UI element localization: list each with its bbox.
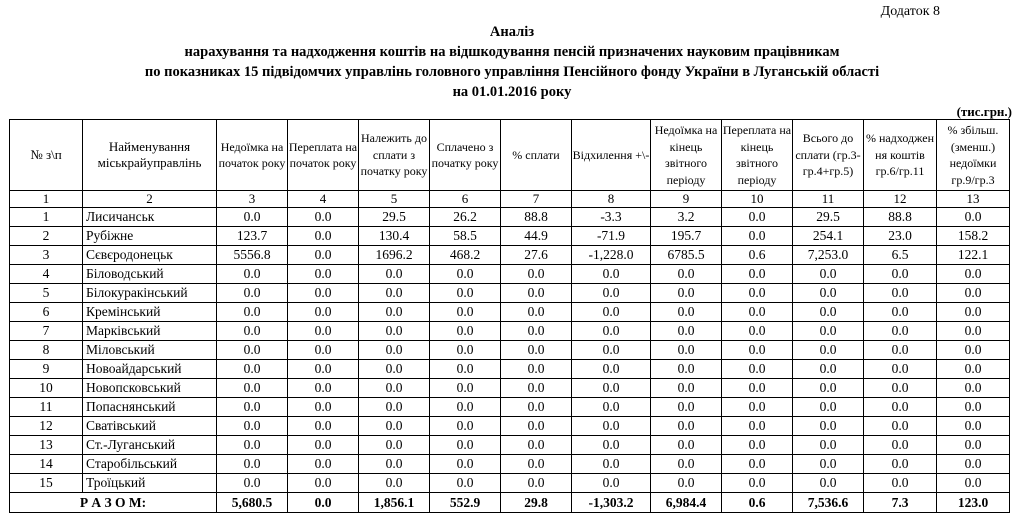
table-cell: 0.0 bbox=[572, 379, 651, 398]
total-cell: 0.0 bbox=[288, 493, 359, 513]
header-cell: % надходжен ня коштів гр.6/гр.11 bbox=[864, 120, 937, 191]
total-cell: 5,680.5 bbox=[217, 493, 288, 513]
table-cell: 0.0 bbox=[359, 341, 430, 360]
table-cell: 0.0 bbox=[430, 436, 501, 455]
header-cell: Переплата на кінець звітного періоду bbox=[722, 120, 793, 191]
column-number: 1 bbox=[10, 191, 83, 208]
header-cell: Сплачено з початку року bbox=[430, 120, 501, 191]
table-cell: 0.0 bbox=[288, 379, 359, 398]
table-cell: 6.5 bbox=[864, 246, 937, 265]
column-number: 13 bbox=[937, 191, 1010, 208]
table-cell: 0.0 bbox=[864, 398, 937, 417]
table-cell: 122.1 bbox=[937, 246, 1010, 265]
table-cell: 0.0 bbox=[651, 341, 722, 360]
row-number: 6 bbox=[10, 303, 83, 322]
header-cell: Недоїмка на кінець звітного періоду bbox=[651, 120, 722, 191]
table-cell: 0.0 bbox=[793, 455, 864, 474]
table-cell: 0.0 bbox=[937, 322, 1010, 341]
table-cell: 0.0 bbox=[288, 398, 359, 417]
row-number: 3 bbox=[10, 246, 83, 265]
table-cell: 0.0 bbox=[288, 303, 359, 322]
row-number: 1 bbox=[10, 208, 83, 227]
table-cell: 130.4 bbox=[359, 227, 430, 246]
table-cell: 0.0 bbox=[430, 284, 501, 303]
table-cell: 0.0 bbox=[572, 284, 651, 303]
table-cell: 0.0 bbox=[937, 455, 1010, 474]
table-cell: 0.0 bbox=[722, 360, 793, 379]
table-cell: 0.0 bbox=[359, 436, 430, 455]
table-cell: 0.0 bbox=[430, 398, 501, 417]
table-cell: 195.7 bbox=[651, 227, 722, 246]
office-name: Сватівський bbox=[83, 417, 217, 436]
table-cell: 0.0 bbox=[501, 360, 572, 379]
table-cell: 0.0 bbox=[288, 455, 359, 474]
table-cell: 27.6 bbox=[501, 246, 572, 265]
table-cell: 0.0 bbox=[501, 455, 572, 474]
table-cell: 0.0 bbox=[501, 284, 572, 303]
table-cell: 0.0 bbox=[793, 265, 864, 284]
table-cell: 0.0 bbox=[864, 436, 937, 455]
table-cell: 0.0 bbox=[572, 265, 651, 284]
total-cell: 552.9 bbox=[430, 493, 501, 513]
table-cell: 0.0 bbox=[937, 360, 1010, 379]
table-cell: 468.2 bbox=[430, 246, 501, 265]
table-cell: 0.0 bbox=[864, 474, 937, 493]
table-cell: 0.0 bbox=[793, 322, 864, 341]
table-cell: -1,228.0 bbox=[572, 246, 651, 265]
table-cell: 88.8 bbox=[501, 208, 572, 227]
table-row bbox=[10, 227, 1010, 246]
header-cell: Переплата на початок року bbox=[288, 120, 359, 191]
table-cell: 0.0 bbox=[217, 303, 288, 322]
table-cell: 7,253.0 bbox=[793, 246, 864, 265]
row-number: 13 bbox=[10, 436, 83, 455]
table-cell: 0.0 bbox=[501, 322, 572, 341]
office-name: Лисичанськ bbox=[83, 208, 217, 227]
total-cell: -1,303.2 bbox=[572, 493, 651, 513]
table-cell: 0.0 bbox=[430, 341, 501, 360]
table-cell: 1696.2 bbox=[359, 246, 430, 265]
table-cell: 0.0 bbox=[217, 265, 288, 284]
table-cell: 0.0 bbox=[864, 303, 937, 322]
office-name: Старобільський bbox=[83, 455, 217, 474]
table-cell: 0.0 bbox=[572, 417, 651, 436]
table-cell: 0.0 bbox=[937, 303, 1010, 322]
table-cell: 0.0 bbox=[864, 455, 937, 474]
table-row bbox=[10, 474, 1010, 493]
table-cell: 0.0 bbox=[430, 360, 501, 379]
table-row bbox=[10, 398, 1010, 417]
table-cell: 29.5 bbox=[793, 208, 864, 227]
column-number: 9 bbox=[651, 191, 722, 208]
table-cell: 0.0 bbox=[651, 360, 722, 379]
table-cell: 0.0 bbox=[217, 379, 288, 398]
table-cell: 0.0 bbox=[288, 208, 359, 227]
table-cell: 0.0 bbox=[793, 341, 864, 360]
table-cell: 0.0 bbox=[722, 265, 793, 284]
table-cell: 0.0 bbox=[217, 284, 288, 303]
table-cell: 0.0 bbox=[217, 474, 288, 493]
table-cell: 0.0 bbox=[793, 398, 864, 417]
row-number: 14 bbox=[10, 455, 83, 474]
header-cell: % сплати bbox=[501, 120, 572, 191]
table-cell: 0.0 bbox=[722, 303, 793, 322]
table-cell: 0.0 bbox=[501, 303, 572, 322]
table-cell: 0.0 bbox=[288, 360, 359, 379]
analysis-table bbox=[9, 119, 1010, 513]
title-line: нарахування та надходження коштів на відшкодування пенсій призначених науковим працівникам bbox=[184, 44, 840, 60]
header-row bbox=[10, 120, 1010, 191]
table-cell: 0.0 bbox=[793, 474, 864, 493]
table-cell: 0.0 bbox=[359, 474, 430, 493]
table-cell: 123.7 bbox=[217, 227, 288, 246]
table-body bbox=[10, 208, 1010, 493]
table-cell: 0.0 bbox=[572, 455, 651, 474]
column-number: 10 bbox=[722, 191, 793, 208]
column-number: 12 bbox=[864, 191, 937, 208]
table-cell: 0.0 bbox=[501, 379, 572, 398]
table-cell: 0.0 bbox=[501, 417, 572, 436]
total-cell: 1,856.1 bbox=[359, 493, 430, 513]
total-cell: 0.6 bbox=[722, 493, 793, 513]
appendix-label: Додаток 8 bbox=[880, 4, 940, 19]
table-cell: 0.0 bbox=[288, 284, 359, 303]
office-name: Міловський bbox=[83, 341, 217, 360]
header-cell: Всього до сплати (гр.3-гр.4+гр.5) bbox=[793, 120, 864, 191]
column-number: 8 bbox=[572, 191, 651, 208]
table-cell: 0.0 bbox=[501, 341, 572, 360]
header-cell: № з\п bbox=[10, 120, 83, 191]
title-line: на 01.01.2016 року bbox=[452, 84, 572, 100]
table-cell: 29.5 bbox=[359, 208, 430, 227]
table-cell: 158.2 bbox=[937, 227, 1010, 246]
table-cell: 0.0 bbox=[651, 379, 722, 398]
column-number: 2 bbox=[83, 191, 217, 208]
table-cell: 0.0 bbox=[651, 455, 722, 474]
table-cell: 0.0 bbox=[722, 417, 793, 436]
office-name: Троїцький bbox=[83, 474, 217, 493]
table-cell: 0.0 bbox=[864, 284, 937, 303]
table-cell: 0.0 bbox=[793, 303, 864, 322]
table-cell: 0.0 bbox=[359, 379, 430, 398]
table-cell: 0.0 bbox=[864, 322, 937, 341]
table-cell: 0.0 bbox=[288, 474, 359, 493]
total-row bbox=[10, 493, 1010, 513]
column-number: 6 bbox=[430, 191, 501, 208]
table-cell: 0.0 bbox=[793, 284, 864, 303]
header-cell: Відхилення +\- bbox=[572, 120, 651, 191]
header-cell: Належить до сплати з початку року bbox=[359, 120, 430, 191]
table-cell: 5556.8 bbox=[217, 246, 288, 265]
table-cell: 0.0 bbox=[572, 436, 651, 455]
table-cell: 3.2 bbox=[651, 208, 722, 227]
column-number: 5 bbox=[359, 191, 430, 208]
table-cell: 0.0 bbox=[722, 398, 793, 417]
table-cell: 0.0 bbox=[864, 265, 937, 284]
table-row bbox=[10, 246, 1010, 265]
table-cell: 0.0 bbox=[572, 303, 651, 322]
table-cell: 0.0 bbox=[359, 322, 430, 341]
table-cell: 0.0 bbox=[864, 417, 937, 436]
table-cell: 0.0 bbox=[722, 227, 793, 246]
header-cell: % збільш. (зменш.) недоїмки гр.9/гр.3 bbox=[937, 120, 1010, 191]
table-cell: 0.0 bbox=[501, 474, 572, 493]
header-cell: Найменування міськрайуправлінь bbox=[83, 120, 217, 191]
table-cell: 0.0 bbox=[864, 341, 937, 360]
table-cell: 0.0 bbox=[217, 360, 288, 379]
table-cell: 0.0 bbox=[937, 379, 1010, 398]
row-number: 5 bbox=[10, 284, 83, 303]
table-cell: -71.9 bbox=[572, 227, 651, 246]
table-cell: 0.0 bbox=[572, 474, 651, 493]
table-cell: 0.0 bbox=[722, 436, 793, 455]
office-name: Попаснянський bbox=[83, 398, 217, 417]
table-cell: 0.0 bbox=[288, 322, 359, 341]
table-cell: 0.0 bbox=[288, 436, 359, 455]
row-number: 12 bbox=[10, 417, 83, 436]
table-cell: 0.0 bbox=[288, 265, 359, 284]
total-cell: 29.8 bbox=[501, 493, 572, 513]
table-row bbox=[10, 341, 1010, 360]
header-cell: Недоїмка на початок року bbox=[217, 120, 288, 191]
column-number-row bbox=[10, 191, 1010, 208]
table-cell: 0.0 bbox=[864, 379, 937, 398]
total-cell: 123.0 bbox=[937, 493, 1010, 513]
table-cell: 0.0 bbox=[722, 455, 793, 474]
row-number: 11 bbox=[10, 398, 83, 417]
table-cell: 0.0 bbox=[651, 322, 722, 341]
table-cell: 0.0 bbox=[217, 322, 288, 341]
table-cell: 0.0 bbox=[722, 341, 793, 360]
table-cell: 0.0 bbox=[651, 417, 722, 436]
table-cell: 0.0 bbox=[572, 341, 651, 360]
table-cell: 0.0 bbox=[937, 341, 1010, 360]
table-row bbox=[10, 455, 1010, 474]
total-cell: 6,984.4 bbox=[651, 493, 722, 513]
table-cell: 0.0 bbox=[359, 455, 430, 474]
table-cell: -3.3 bbox=[572, 208, 651, 227]
units-label: (тис.грн.) bbox=[956, 104, 1012, 119]
table-cell: 0.0 bbox=[501, 265, 572, 284]
title-line: по показниках 15 підвідомчих управлінь головного управління Пенсійного фонду України в Луганській області bbox=[144, 64, 880, 80]
table-cell: 0.0 bbox=[937, 265, 1010, 284]
table-row bbox=[10, 303, 1010, 322]
total-cell: 7,536.6 bbox=[793, 493, 864, 513]
table-cell: 0.0 bbox=[288, 227, 359, 246]
table-cell: 0.0 bbox=[651, 398, 722, 417]
table-cell: 0.0 bbox=[651, 436, 722, 455]
total-label: Р А З О М: bbox=[10, 493, 217, 513]
title-line: Аналіз bbox=[489, 24, 535, 40]
table-cell: 6785.5 bbox=[651, 246, 722, 265]
table-cell: 0.0 bbox=[217, 436, 288, 455]
document-title bbox=[0, 22, 1024, 102]
table-cell: 0.0 bbox=[722, 379, 793, 398]
table-cell: 0.0 bbox=[430, 265, 501, 284]
office-name: Сєвєродонецьк bbox=[83, 246, 217, 265]
row-number: 8 bbox=[10, 341, 83, 360]
table-cell: 0.0 bbox=[572, 360, 651, 379]
table-row bbox=[10, 322, 1010, 341]
table-cell: 0.0 bbox=[359, 417, 430, 436]
table-cell: 0.0 bbox=[722, 284, 793, 303]
table-cell: 0.0 bbox=[793, 436, 864, 455]
table-cell: 0.0 bbox=[359, 360, 430, 379]
table-cell: 0.0 bbox=[722, 208, 793, 227]
table-cell: 26.2 bbox=[430, 208, 501, 227]
row-number: 15 bbox=[10, 474, 83, 493]
table-cell: 0.0 bbox=[359, 398, 430, 417]
table-row bbox=[10, 379, 1010, 398]
table-cell: 0.0 bbox=[359, 303, 430, 322]
table-cell: 58.5 bbox=[430, 227, 501, 246]
table-cell: 0.0 bbox=[793, 360, 864, 379]
table-row bbox=[10, 265, 1010, 284]
table-row bbox=[10, 360, 1010, 379]
row-number: 2 bbox=[10, 227, 83, 246]
column-number: 11 bbox=[793, 191, 864, 208]
office-name: Ст.-Луганський bbox=[83, 436, 217, 455]
row-number: 4 bbox=[10, 265, 83, 284]
table-cell: 0.0 bbox=[288, 341, 359, 360]
table-cell: 0.0 bbox=[501, 436, 572, 455]
office-name: Марківський bbox=[83, 322, 217, 341]
table-cell: 88.8 bbox=[864, 208, 937, 227]
office-name: Новопсковський bbox=[83, 379, 217, 398]
table-cell: 0.0 bbox=[651, 265, 722, 284]
table-row bbox=[10, 436, 1010, 455]
column-number: 7 bbox=[501, 191, 572, 208]
table-cell: 0.0 bbox=[722, 474, 793, 493]
column-number: 4 bbox=[288, 191, 359, 208]
column-number: 3 bbox=[217, 191, 288, 208]
table-cell: 0.0 bbox=[651, 474, 722, 493]
table-cell: 0.0 bbox=[937, 208, 1010, 227]
row-number: 10 bbox=[10, 379, 83, 398]
table-cell: 0.0 bbox=[359, 284, 430, 303]
table-cell: 254.1 bbox=[793, 227, 864, 246]
table-cell: 0.0 bbox=[722, 322, 793, 341]
table-cell: 0.0 bbox=[217, 455, 288, 474]
office-name: Біловодський bbox=[83, 265, 217, 284]
table-cell: 0.0 bbox=[288, 417, 359, 436]
table-cell: 0.0 bbox=[651, 303, 722, 322]
office-name: Кремінський bbox=[83, 303, 217, 322]
table-cell: 0.6 bbox=[722, 246, 793, 265]
total-cell: 7.3 bbox=[864, 493, 937, 513]
table-cell: 0.0 bbox=[359, 265, 430, 284]
table-cell: 0.0 bbox=[430, 455, 501, 474]
table-cell: 0.0 bbox=[651, 284, 722, 303]
table-cell: 0.0 bbox=[937, 474, 1010, 493]
table-cell: 23.0 bbox=[864, 227, 937, 246]
table-row bbox=[10, 284, 1010, 303]
table-cell: 0.0 bbox=[937, 284, 1010, 303]
table-cell: 0.0 bbox=[430, 379, 501, 398]
table-cell: 0.0 bbox=[217, 398, 288, 417]
row-number: 7 bbox=[10, 322, 83, 341]
office-name: Рубіжне bbox=[83, 227, 217, 246]
table-row bbox=[10, 417, 1010, 436]
table-cell: 0.0 bbox=[288, 246, 359, 265]
table-cell: 0.0 bbox=[937, 398, 1010, 417]
table-cell: 0.0 bbox=[430, 322, 501, 341]
office-name: Новоайдарський bbox=[83, 360, 217, 379]
table-cell: 0.0 bbox=[793, 379, 864, 398]
table-cell: 0.0 bbox=[501, 398, 572, 417]
table-cell: 0.0 bbox=[572, 398, 651, 417]
table-row bbox=[10, 208, 1010, 227]
table-cell: 0.0 bbox=[217, 417, 288, 436]
table-cell: 44.9 bbox=[501, 227, 572, 246]
table-cell: 0.0 bbox=[430, 474, 501, 493]
table-cell: 0.0 bbox=[430, 303, 501, 322]
table-cell: 0.0 bbox=[217, 208, 288, 227]
table-cell: 0.0 bbox=[430, 417, 501, 436]
table-cell: 0.0 bbox=[937, 436, 1010, 455]
table-cell: 0.0 bbox=[937, 417, 1010, 436]
office-name: Білокуракінський bbox=[83, 284, 217, 303]
table-cell: 0.0 bbox=[864, 360, 937, 379]
table-cell: 0.0 bbox=[572, 322, 651, 341]
table-cell: 0.0 bbox=[217, 341, 288, 360]
row-number: 9 bbox=[10, 360, 83, 379]
table-cell: 0.0 bbox=[793, 417, 864, 436]
